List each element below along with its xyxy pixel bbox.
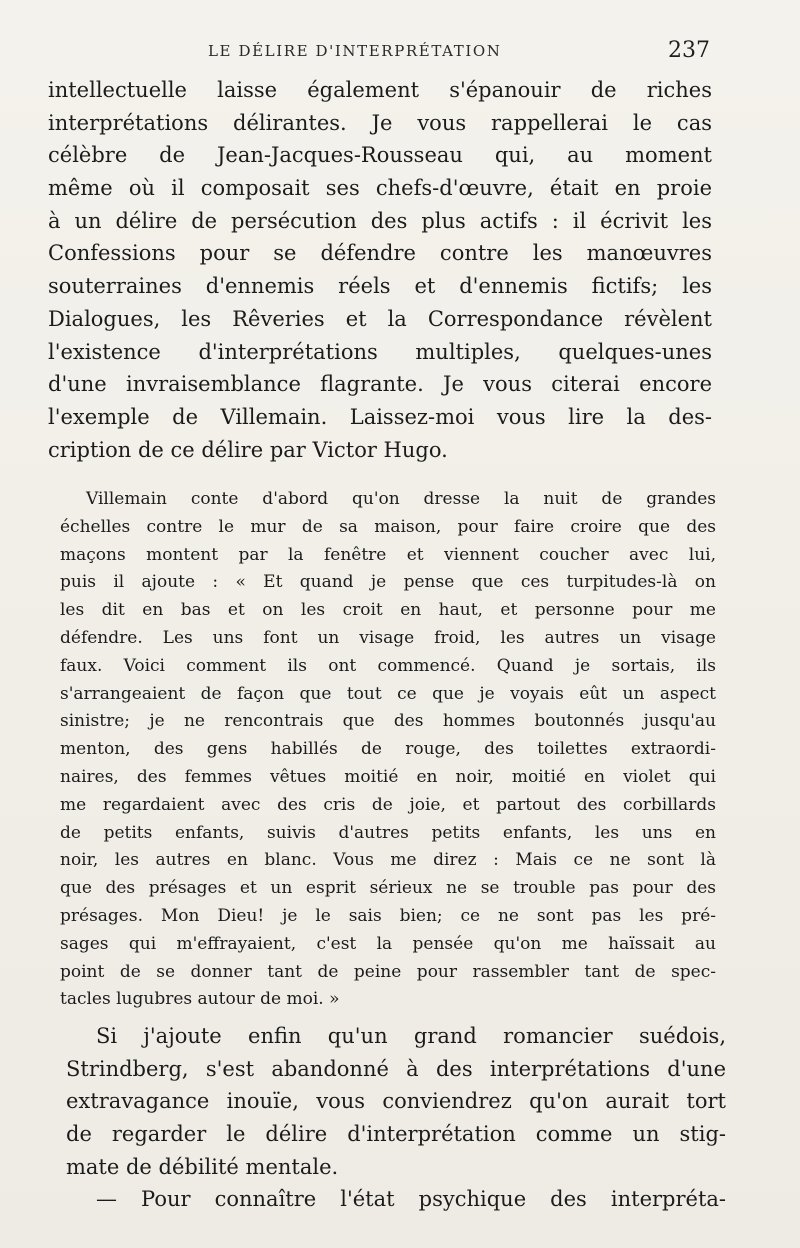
text-line: souterraines d'ennemis réels et d'ennemis fictifs; les [48,274,712,299]
text-line: extravagance inouïe, vous conviendrez qu'on aurait tort [66,1089,726,1114]
quote-line: s'arrangeaient de façon que tout ce que je voyais eût un aspect [60,683,716,704]
text-line: l'exemple de Villemain. Laissez-moi vous lire la des- [48,404,712,429]
text-line: d'une invraisemblance flagrante. Je vous citerai encore [48,372,712,397]
text-line: Confessions pour se défendre contre les manœuvres [48,241,712,266]
text-line: l'existence d'interprétations multiples, quelques-unes [48,339,712,364]
page-number: 237 [668,38,710,63]
quote-line: sages qui m'effrayaient, c'est la pensée qu'on me haïssait au [60,933,716,954]
quote-line: tacles lugubres autour de moi. » [60,989,340,1010]
running-head [0,38,800,68]
quote-line: sinistre; je ne rencontrais que des hommes boutonnés jusqu'au [60,711,716,732]
text-line: à un délire de persécution des plus actifs : il écrivit les [48,208,712,233]
quote-line: les dit en bas et on les croit en haut, et personne pour me [60,600,716,621]
paragraph-continuation [66,1183,726,1216]
text-line: intellectuelle laisse également s'épanouir de riches [48,78,712,102]
text-line: interprétations délirantes. Je vous rappellerai le cas [48,110,712,135]
quote-line: noir, les autres en blanc. Vous me direz : Mais ce ne sont là [60,850,716,871]
text-line: célèbre de Jean-Jacques-Rousseau qui, au moment [48,143,712,168]
quote-line: naires, des femmes vêtues moitié en noir, moitié en violet qui [60,766,716,787]
quote-line: défendre. Les uns font un visage froid, les autres un visage [60,627,716,648]
quotation-block [60,486,716,1014]
text-line: Dialogues, les Rêveries et la Correspondance révèlent [48,306,712,331]
quote-line: puis il ajoute : « Et quand je pense que ces turpitudes-là on [60,572,716,593]
quote-line: maçons montent par la fenêtre et viennent coucher avec lui, [60,544,716,565]
quote-line: me regardaient avec des cris de joie, et partout des corbillards [60,794,716,815]
text-line: de regarder le délire d'interprétation comme un stig- [66,1122,726,1147]
text-line: mate de débilité mentale. [66,1154,339,1179]
quote-line: échelles contre le mur de sa maison, pour faire croire que des [60,516,716,537]
quote-line: faux. Voici comment ils ont commencé. Quand je sortais, ils [60,655,716,676]
text-line: même où il composait ses chefs-d'œuvre, était en proie [48,176,712,201]
quote-line: présages. Mon Dieu! je le sais bien; ce ne sont pas les pré- [60,905,716,926]
text-line: — Pour connaître l'état psychique des interpréta- [96,1187,726,1211]
quote-line: que des présages et un esprit sérieux ne se trouble pas pour des [60,878,716,899]
paragraph-intro [48,74,712,466]
running-title: LE DÉLIRE D'INTERPRÉTATION [208,42,502,60]
quote-line: point de se donner tant de peine pour rassembler tant de spec- [60,961,716,982]
quote-line: Villemain conte d'abord qu'on dresse la nuit de grandes [86,489,716,509]
text-line: cription de ce délire par Victor Hugo. [48,437,448,462]
text-line: Strindberg, s'est abandonné à des interprétations d'une [66,1056,726,1081]
quote-line: de petits enfants, suivis d'autres petits enfants, les uns en [60,822,716,843]
quote-line: menton, des gens habillés de rouge, des toilettes extraordi- [60,739,716,760]
paragraph-strindberg [66,1020,726,1183]
text-line: Si j'ajoute enfin qu'un grand romancier suédois, [96,1024,726,1048]
